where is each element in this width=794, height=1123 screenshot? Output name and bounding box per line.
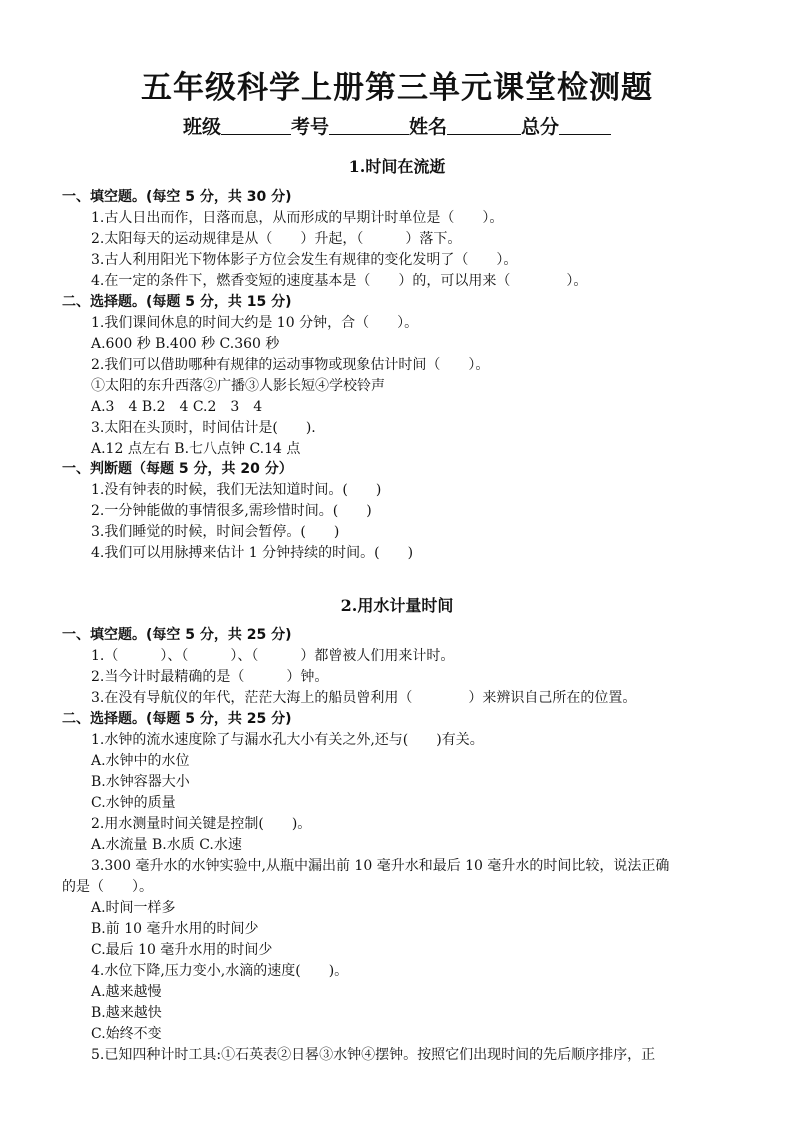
class-label: 班级 (182, 116, 221, 138)
name-blank (447, 116, 521, 135)
name-label: 姓名 (409, 116, 448, 138)
s1-judge-q1: 1.没有钟表的时候，我们无法知道时间。( ) (91, 482, 382, 498)
s1-choice-q1: 1.我们课间休息的时间大约是 10 分钟，合（ ）。 (91, 315, 419, 331)
s2-choice-q5: 5.已知四种计时工具:①石英表②日晷③水钟④摆钟。按照它们出现时间的先后顺序排序，正 (91, 1047, 656, 1063)
s2-choice-q3-line1: 3.300 毫升水的水钟实验中,从瓶中漏出前 10 毫升水和最后 10 毫升水的时间比较，说法正确 (91, 858, 670, 874)
s1-judge-heading: 一、判断题（每题 5 分，共 20 分） (62, 461, 293, 477)
s2-choice-q4-a: A.越来越慢 (91, 984, 162, 1000)
s2-fill-heading: 一、填空题。(每空 5 分，共 25 分) (62, 627, 292, 643)
s2-choice-heading: 二、选择题。(每题 5 分，共 25 分) (62, 711, 292, 727)
exam-no-blank (329, 116, 409, 135)
s1-choice-q2-options: A.3 4 B.2 4 C.2 3 4 (91, 399, 263, 415)
s1-choice-q3: 3.太阳在头顶时，时间估计是( ). (91, 420, 316, 436)
s2-choice-q3-a: A.时间一样多 (91, 900, 176, 916)
s2-choice-q4-b: B.越来越快 (91, 1005, 162, 1021)
s2-choice-q4: 4.水位下降,压力变小,水滴的速度( )。 (91, 963, 349, 979)
s1-choice-heading: 二、选择题。(每题 5 分，共 15 分) (62, 294, 292, 310)
class-blank (221, 116, 291, 135)
total-blank (559, 116, 611, 135)
s2-choice-q1: 1.水钟的流水速度除了与漏水孔大小有关之外,还与( )有关。 (91, 732, 484, 748)
s2-fill-q3: 3.在没有导航仪的年代，茫茫大海上的船员曾利用（ ）来辨识自己所在的位置。 (91, 690, 637, 706)
s1-choice-q1-options: A.600 秒 B.400 秒 C.360 秒 (91, 336, 280, 352)
s1-choice-q2: 2.我们可以借助哪种有规律的运动事物或现象估计时间（ ）。 (91, 357, 490, 373)
s2-choice-q1-b: B.水钟容器大小 (91, 774, 190, 790)
s1-fill-q2: 2.太阳每天的运动规律是从（ ）升起，（ ）落下。 (91, 231, 462, 247)
s1-choice-q2-items: ①太阳的东升西落②广播③人影长短④学校铃声 (91, 378, 385, 394)
s1-judge-q2: 2.一分钟能做的事情很多,需珍惜时间。( ) (91, 503, 372, 519)
page-title: 五年级科学上册第三单元课堂检测题 (141, 70, 653, 106)
s2-choice-q2: 2.用水测量时间关键是控制( )。 (91, 816, 312, 832)
s2-choice-q1-c: C.水钟的质量 (91, 795, 176, 811)
s1-judge-q4: 4.我们可以用脉搏来估计 1 分钟持续的时间。( ) (91, 545, 414, 561)
section-2-title: 2.用水计量时间 (340, 596, 454, 615)
s1-judge-q3: 3.我们睡觉的时候，时间会暂停。( ) (91, 524, 340, 540)
s2-fill-q2: 2.当今计时最精确的是（ ）钟。 (91, 669, 329, 685)
s1-fill-heading: 一、填空题。(每空 5 分，共 30 分) (62, 189, 292, 205)
s2-choice-q1-a: A.水钟中的水位 (91, 753, 190, 769)
s2-choice-q2-options: A.水流量 B.水质 C.水速 (91, 837, 242, 853)
s2-choice-q3-line2: 的是（ ）。 (62, 879, 153, 895)
s2-fill-q1: 1.（ ）、（ ）、（ ）都曾被人们用来计时。 (91, 648, 455, 664)
s1-fill-q3: 3.古人利用阳光下物体影子方位会发生有规律的变化发明了（ ）。 (91, 252, 518, 268)
s1-choice-q3-options: A.12 点左右 B.七八点钟 C.14 点 (91, 441, 301, 457)
s2-choice-q4-c: C.始终不变 (91, 1026, 162, 1042)
student-info-line (0, 112, 794, 139)
s1-fill-q1: 1.古人日出而作，日落而息，从而形成的早期计时单位是（ ）。 (91, 210, 504, 226)
total-label: 总分 (521, 116, 560, 138)
section-1-title: 1.时间在流逝 (348, 157, 446, 176)
s2-choice-q3-b: B.前 10 毫升水用的时间少 (91, 921, 259, 937)
s1-fill-q4: 4.在一定的条件下，燃香变短的速度基本是（ ）的，可以用来（ ）。 (91, 273, 588, 289)
s2-choice-q3-c: C.最后 10 毫升水用的时间少 (91, 942, 273, 958)
exam-no-label: 考号 (290, 116, 329, 138)
